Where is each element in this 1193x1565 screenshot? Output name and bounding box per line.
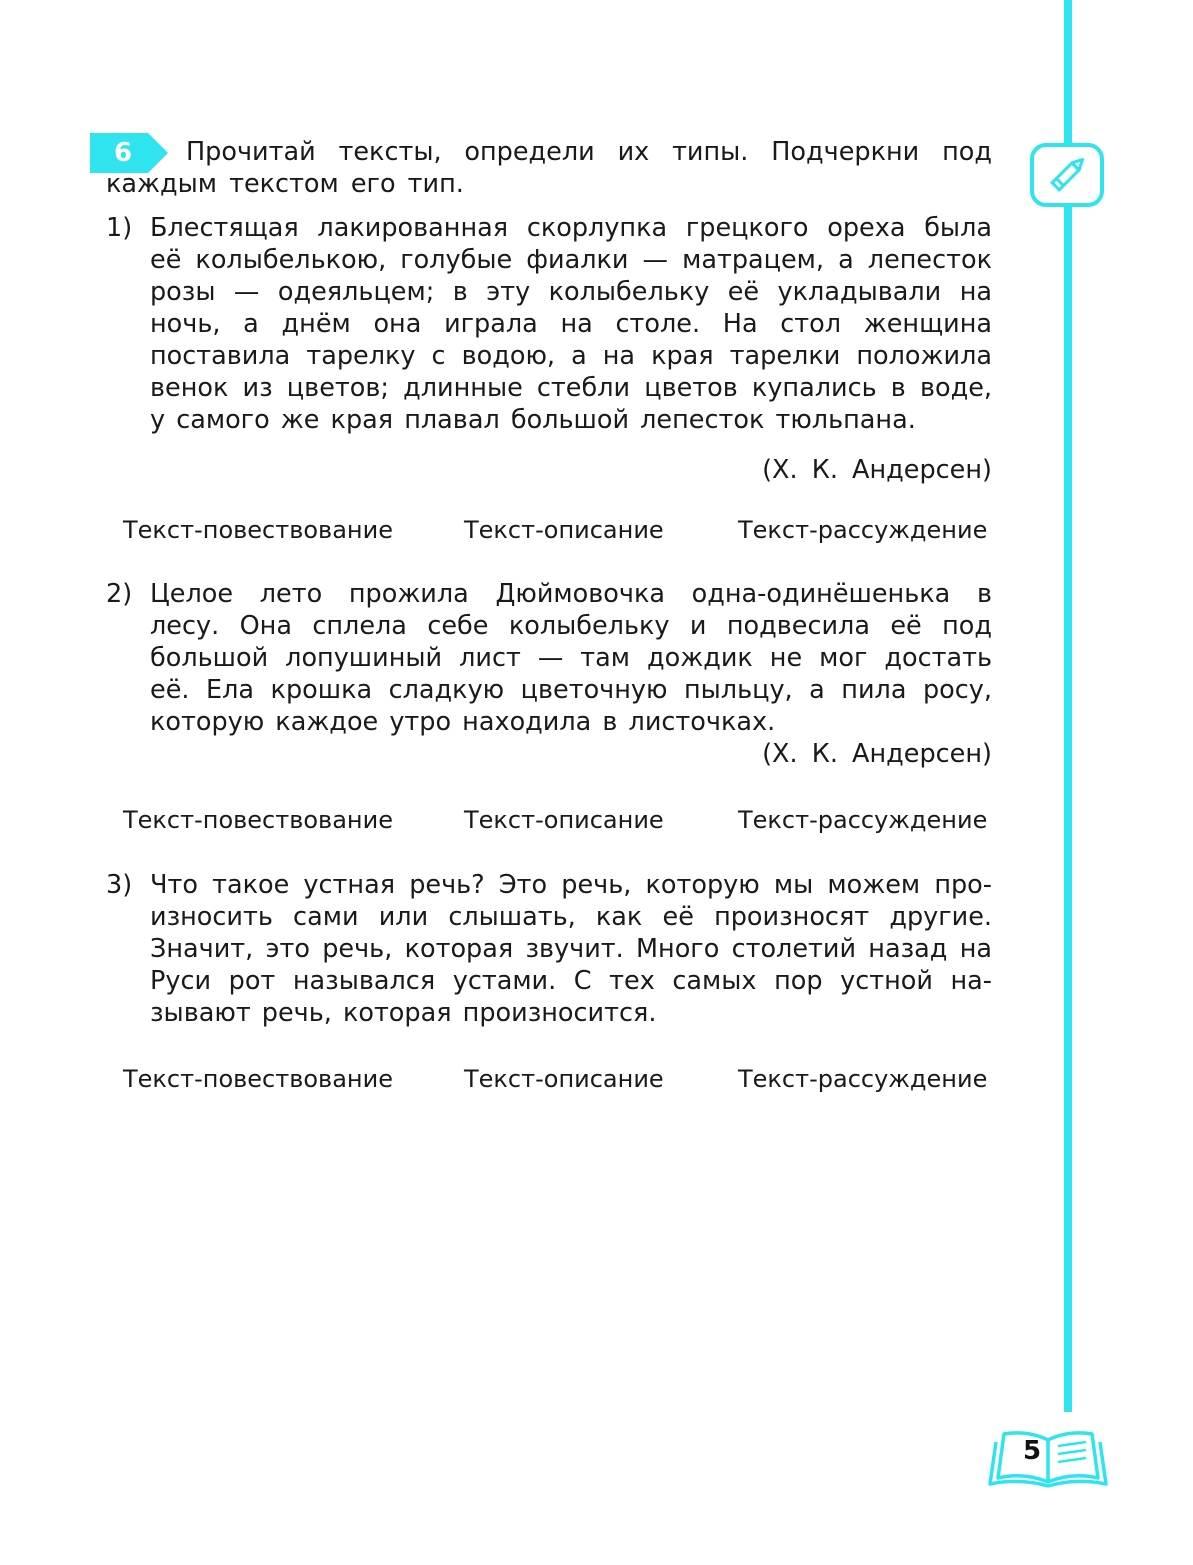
option-reasoning[interactable]: Текст-рассуждение: [738, 516, 988, 544]
option-narrative[interactable]: Текст-повествование: [123, 516, 393, 544]
exercise-2: [106, 578, 992, 770]
option-narrative[interactable]: Текст-повествование: [123, 1065, 393, 1093]
pencil-icon: [1030, 143, 1104, 207]
type-options-2: [123, 804, 988, 836]
exercise-number: 1): [106, 213, 133, 243]
type-options-3: [123, 1063, 988, 1095]
option-reasoning[interactable]: Текст-рассуждение: [738, 1065, 988, 1093]
task-instruction: Прочитай тексты, определи их типы. Подчеркни под каждым текстом его тип.: [106, 137, 992, 199]
exercise-author: (Х. К. Андерсен): [762, 455, 992, 485]
exercise-number: 3): [106, 870, 133, 900]
option-narrative[interactable]: Текст-повествование: [123, 806, 393, 834]
option-reasoning[interactable]: Текст-рассуждение: [738, 806, 988, 834]
exercise-text: Целое лето прожила Дюймовочка одна-одинёшенька в лесу. Она сплела себе колыбельку и подвесила её под большой лопушиный лист — там дождик не мог достать её. Ела крошка сладкую цветочную пыльцу, а пила росу, которую каждое утро находила в листочках.: [150, 579, 992, 737]
exercise-author: (Х. К. Андерсен): [762, 739, 992, 769]
margin-accent-line: [1064, 0, 1072, 1412]
type-options-1: [123, 514, 988, 546]
exercise-text: Что такое устная речь? Это речь, которую мы можем произносить сами или слышать, как её произносят другие. Значит, это речь, которая звучит. Много столетий назад на Руси рот назывался устами. С тех самых пор устной называют речь, которая произносится.: [150, 870, 992, 1028]
exercise-3: [106, 869, 992, 1029]
exercise-1: [106, 212, 992, 486]
option-description[interactable]: Текст-описание: [464, 516, 664, 544]
option-description[interactable]: Текст-описание: [464, 1065, 664, 1093]
exercise-number: 2): [106, 579, 133, 609]
option-description[interactable]: Текст-описание: [464, 806, 664, 834]
open-book-icon: [988, 1428, 1108, 1488]
page-number: 5: [1022, 1436, 1042, 1466]
task-number: 6: [113, 138, 133, 168]
exercise-text: Блестящая лакированная скорлупка грецкого ореха была её колыбелькою, голубые фиалки — матрацем, а лепесток розы — одеяльцем; в эту колыбельку её укладывали на ночь, а днём она играла на столе. На стол женщина поставила тарелку с водою, а на края тарелки положила венок из цветов; длинные стебли цветов купались в воде, у самого же края плавал большой лепесток тюльпана.: [150, 213, 992, 435]
